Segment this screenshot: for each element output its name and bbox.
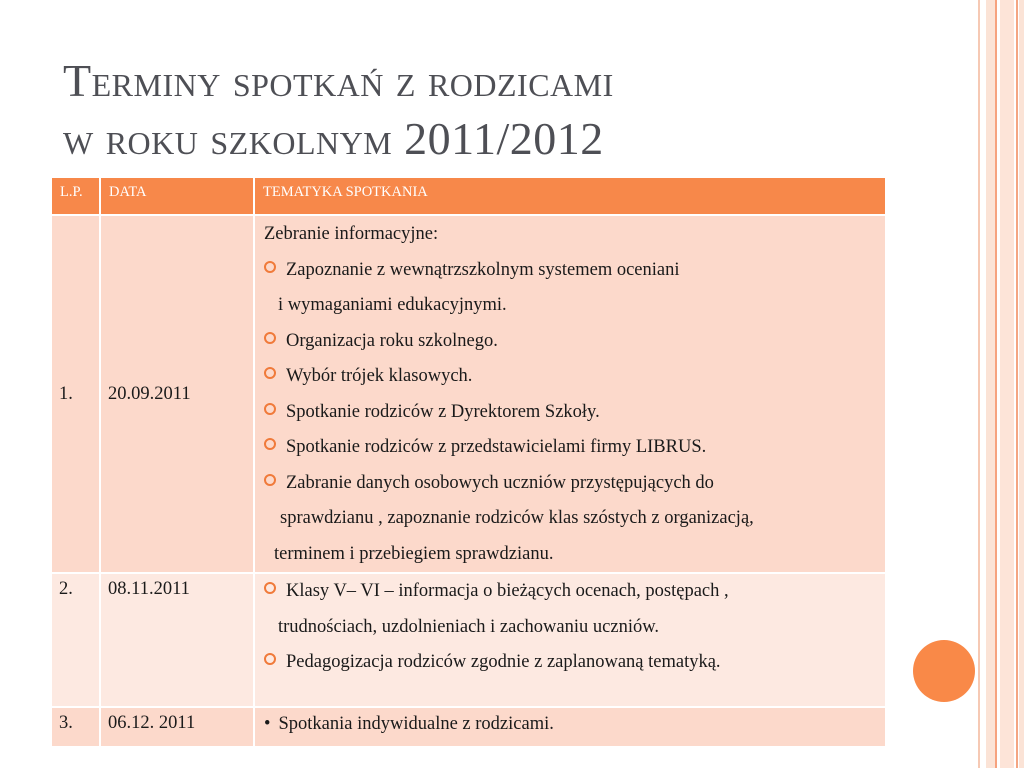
decorative-stripe bbox=[978, 0, 980, 768]
list-item bbox=[264, 395, 885, 431]
list-item-text: Zabranie danych osobowych uczniów przystępujących do bbox=[286, 472, 714, 493]
circle-bullet-icon bbox=[264, 367, 276, 379]
title-line-1: Terminy spotkań z rodzicami bbox=[63, 55, 614, 106]
title-line-2 bbox=[63, 110, 614, 168]
row-topic bbox=[255, 216, 887, 574]
row-date: 08.11.2011 bbox=[101, 574, 255, 708]
row-date: 06.12. 2011 bbox=[101, 708, 255, 748]
circle-bullet-icon bbox=[264, 403, 276, 415]
title-year: 2011/2012 bbox=[404, 113, 604, 164]
list-item-text: Spotkanie rodziców z Dyrektorem Szkoły. bbox=[286, 401, 600, 422]
list-item-text: sprawdzianu , zapoznanie rodziców klas szóstych z organizacją, bbox=[280, 508, 754, 528]
row-lp: 3. bbox=[52, 708, 101, 748]
list-item-text: Spotkania indywidualne z rodzicami. bbox=[278, 714, 554, 734]
table-row bbox=[52, 216, 887, 574]
circle-bullet-icon bbox=[264, 261, 276, 273]
list-item-text: Organizacja roku szkolnego. bbox=[286, 330, 498, 351]
list-item bbox=[264, 359, 885, 395]
list-item-text: trudnościach, uzdolnieniach i zachowaniu uczniów. bbox=[278, 616, 659, 637]
topic-intro: Zebranie informacyjne: bbox=[264, 224, 439, 244]
list-item bbox=[264, 253, 885, 289]
list-item-text: Spotkanie rodziców z przedstawicielami firmy LIBRUS. bbox=[286, 437, 707, 457]
list-item-text: i wymaganiami edukacyjnymi. bbox=[278, 295, 507, 315]
list-item bbox=[264, 537, 885, 573]
row-lp: 2. bbox=[52, 574, 101, 708]
list-item-text: Wybór trójek klasowych. bbox=[286, 366, 473, 386]
circle-bullet-icon bbox=[264, 582, 276, 594]
list-item bbox=[264, 501, 885, 537]
header-topic: TEMATYKA SPOTKANIA bbox=[255, 178, 887, 216]
circle-bullet-icon bbox=[264, 474, 276, 486]
table-row bbox=[52, 574, 887, 708]
list-item bbox=[264, 610, 885, 646]
header-lp: L.P. bbox=[52, 178, 101, 216]
bullet-dot: • bbox=[264, 714, 271, 734]
table-header-row bbox=[52, 178, 887, 216]
row-topic bbox=[255, 708, 887, 748]
circle-bullet-icon bbox=[264, 438, 276, 450]
list-item-text: Pedagogizacja rodziców zgodnie z zaplanowaną tematyką. bbox=[286, 652, 721, 672]
decorative-stripe bbox=[1000, 0, 1014, 768]
list-item bbox=[264, 708, 885, 740]
list-item bbox=[264, 466, 885, 502]
list-item bbox=[264, 645, 885, 681]
list-item bbox=[264, 288, 885, 324]
decorative-stripe bbox=[986, 0, 995, 768]
table-row bbox=[52, 708, 887, 748]
list-item bbox=[264, 574, 885, 610]
circle-bullet-icon bbox=[264, 653, 276, 665]
list-item bbox=[264, 430, 885, 466]
meetings-table bbox=[52, 178, 887, 748]
row-date: 20.09.2011 bbox=[101, 216, 255, 574]
decorative-circle bbox=[913, 640, 975, 702]
row-lp: 1. bbox=[52, 216, 101, 574]
circle-bullet-icon bbox=[264, 332, 276, 344]
slide-title bbox=[63, 52, 614, 168]
title-line-2-words: w roku szkolnym bbox=[63, 113, 393, 164]
decorative-stripe bbox=[995, 0, 997, 768]
decorative-stripe bbox=[1016, 0, 1018, 768]
decorative-stripe bbox=[1019, 0, 1024, 768]
list-item-text: Zapoznanie z wewnątrzszkolnym systemem oceniani bbox=[286, 259, 680, 280]
list-item-text: terminem i przebiegiem sprawdzianu. bbox=[274, 543, 554, 564]
header-date: DATA bbox=[101, 178, 255, 216]
list-item bbox=[264, 324, 885, 360]
list-item-text: Klasy V– VI – informacja o bieżących ocenach, postępach , bbox=[286, 581, 729, 601]
row-topic bbox=[255, 574, 887, 708]
